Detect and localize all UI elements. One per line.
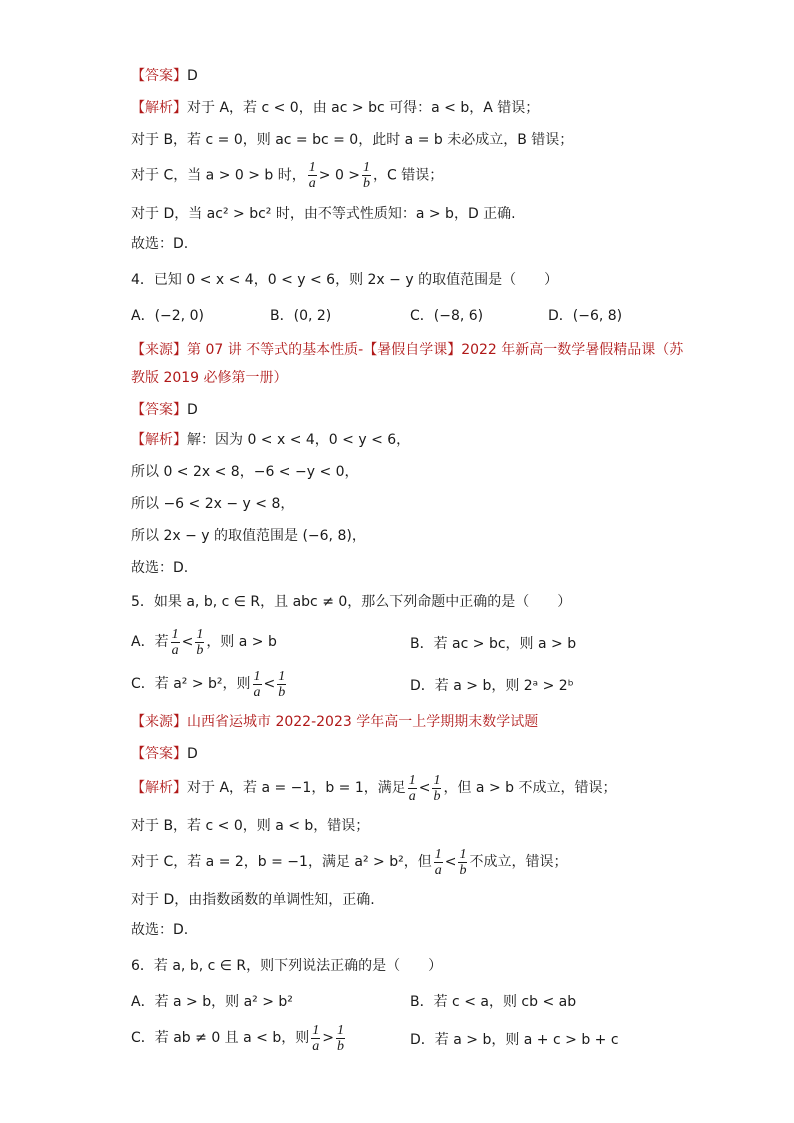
q4-answer: [131, 400, 198, 420]
q5-option-a: [131, 626, 277, 658]
text-segment: <: [263, 676, 276, 692]
analysis-text: 解：因为 0 < x < 4，0 < y < 6，: [187, 432, 411, 448]
q4-source-2: 教版 2019 必修第一册）: [131, 370, 288, 386]
q6-option-d: D．若 a > b，则 a + c > b + c: [410, 1032, 619, 1048]
answer-tag: 【答案】: [131, 402, 187, 418]
numerator: 1: [459, 846, 467, 862]
analysis-tag: 【解析】: [131, 100, 187, 116]
q4-option-c: C．(−8, 6): [410, 308, 484, 324]
text-segment: ，C 错误；: [373, 167, 444, 184]
analysis-tag: 【解析】: [131, 432, 187, 448]
q5-stem: 5．如果 a, b, c ∈ R，且 abc ≠ 0，那么下列命题中正确的是（ ）: [131, 594, 572, 610]
q3-analysis-2: 对于 B，若 c = 0，则 ac = bc = 0，此时 a = b 未必成立，B 错误；: [131, 132, 574, 148]
q5-analysis-2: 对于 B，若 c < 0，则 a < b，错误；: [131, 818, 370, 834]
denominator: a: [408, 788, 416, 804]
text-segment: > 0 >: [318, 167, 361, 184]
q4-analysis-3: 所以 −6 < 2x − y < 8，: [131, 496, 295, 512]
text-segment: >: [322, 1030, 334, 1046]
numerator: 1: [433, 772, 441, 788]
answer-value: D: [187, 68, 198, 84]
text-segment: 对于 C，当 a > 0 > b 时，: [131, 167, 306, 184]
text-segment: A．若: [131, 634, 169, 650]
denominator: a: [434, 862, 442, 878]
denominator: b: [278, 684, 286, 700]
q6-stem: 6．若 a, b, c ∈ R，则下列说法正确的是（ ）: [131, 958, 443, 974]
q4-source-1: 【来源】第 07 讲 不等式的基本性质-【暑假自学课】2022 年新高一数学暑假精品课（苏: [131, 342, 684, 358]
fraction: [408, 773, 417, 804]
q6-option-c: [131, 1022, 347, 1054]
q5-source: 【来源】山西省运城市 2022-2023 学年高一上学期期末数学试题: [131, 714, 539, 730]
fraction: [253, 669, 262, 700]
q4-analysis-4: 所以 2x − y 的取值范围是 (−6, 8)，: [131, 528, 366, 544]
denominator: b: [336, 1038, 344, 1054]
numerator: 1: [363, 160, 371, 175]
q5-option-d: D．若 a > b，则 2ᵃ > 2ᵇ: [410, 678, 574, 694]
text-segment: <: [181, 634, 194, 650]
q3-analysis-1: [131, 98, 539, 118]
answer-tag: 【答案】: [131, 68, 187, 84]
fraction: [336, 1023, 345, 1054]
q3-answer: [131, 66, 198, 86]
answer-value: D: [187, 746, 198, 762]
q5-option-b: B．若 ac > bc，则 a > b: [410, 636, 577, 652]
answer-value: D: [187, 402, 198, 418]
q4-conclusion: 故选：D.: [131, 560, 189, 576]
text-segment: C．若 a² > b²，则: [131, 676, 251, 692]
fraction: [311, 1023, 320, 1054]
q5-analysis-1: [131, 772, 616, 804]
denominator: a: [312, 1038, 320, 1054]
q4-option-d: D．(−6, 8): [548, 308, 623, 324]
numerator: 1: [196, 626, 204, 642]
denominator: a: [308, 176, 316, 191]
numerator: 1: [278, 668, 286, 684]
numerator: 1: [434, 846, 442, 862]
q4-option-a: A．(−2, 0): [131, 308, 204, 324]
q6-option-a: A．若 a > b，则 a² > b²: [131, 994, 293, 1010]
fraction: [434, 847, 443, 878]
answer-tag: 【答案】: [131, 746, 187, 762]
q5-answer: [131, 744, 198, 764]
numerator: 1: [171, 626, 179, 642]
q5-conclusion: 故选：D.: [131, 922, 189, 938]
numerator: 1: [408, 772, 416, 788]
numerator: 1: [312, 1022, 320, 1038]
text-segment: C．若 ab ≠ 0 且 a < b，则: [131, 1030, 310, 1046]
text-segment: 对于 A，若 a = −1，b = 1，满足: [187, 780, 406, 796]
q3-analysis-3: [131, 160, 443, 191]
analysis-tag: 【解析】: [131, 780, 187, 796]
numerator: 1: [308, 160, 316, 175]
text-segment: <: [418, 780, 431, 796]
fraction: [195, 627, 204, 658]
q5-option-c: [131, 668, 288, 700]
denominator: b: [196, 642, 204, 658]
q6-option-b: B．若 c < a，则 cb < ab: [410, 994, 577, 1010]
text-segment: ，则 a > b: [206, 634, 277, 650]
q4-option-b: B．(0, 2): [270, 308, 332, 324]
q5-analysis-4: 对于 D，由指数函数的单调性知，正确.: [131, 892, 375, 908]
numerator: 1: [336, 1022, 344, 1038]
denominator: b: [363, 176, 371, 191]
q3-conclusion: 故选：D.: [131, 236, 189, 252]
fraction: [362, 160, 371, 191]
analysis-text: 对于 A，若 c < 0，由 ac > bc 可得：a < b，A 错误；: [187, 100, 540, 116]
denominator: b: [459, 862, 467, 878]
text-segment: ，但 a > b 不成立，错误；: [443, 780, 617, 796]
denominator: a: [253, 684, 261, 700]
denominator: a: [171, 642, 179, 658]
denominator: b: [433, 788, 441, 804]
q4-analysis-1: [131, 430, 410, 450]
fraction: [458, 847, 467, 878]
q3-analysis-4: 对于 D，当 ac² > bc² 时，由不等式性质知：a > b，D 正确.: [131, 206, 516, 222]
q5-analysis-3: [131, 846, 567, 878]
fraction: [277, 669, 286, 700]
text-segment: 不成立，错误；: [469, 854, 568, 870]
fraction: [171, 627, 180, 658]
numerator: 1: [253, 668, 261, 684]
q4-stem: 4．已知 0 < x < 4，0 < y < 6，则 2x − y 的取值范围是（ ）: [131, 272, 559, 288]
q4-analysis-2: 所以 0 < 2x < 8，−6 < −y < 0，: [131, 464, 359, 480]
fraction: [308, 160, 317, 191]
fraction: [432, 773, 441, 804]
text-segment: 对于 C，若 a = 2，b = −1，满足 a² > b²，但: [131, 854, 432, 870]
text-segment: <: [444, 854, 457, 870]
